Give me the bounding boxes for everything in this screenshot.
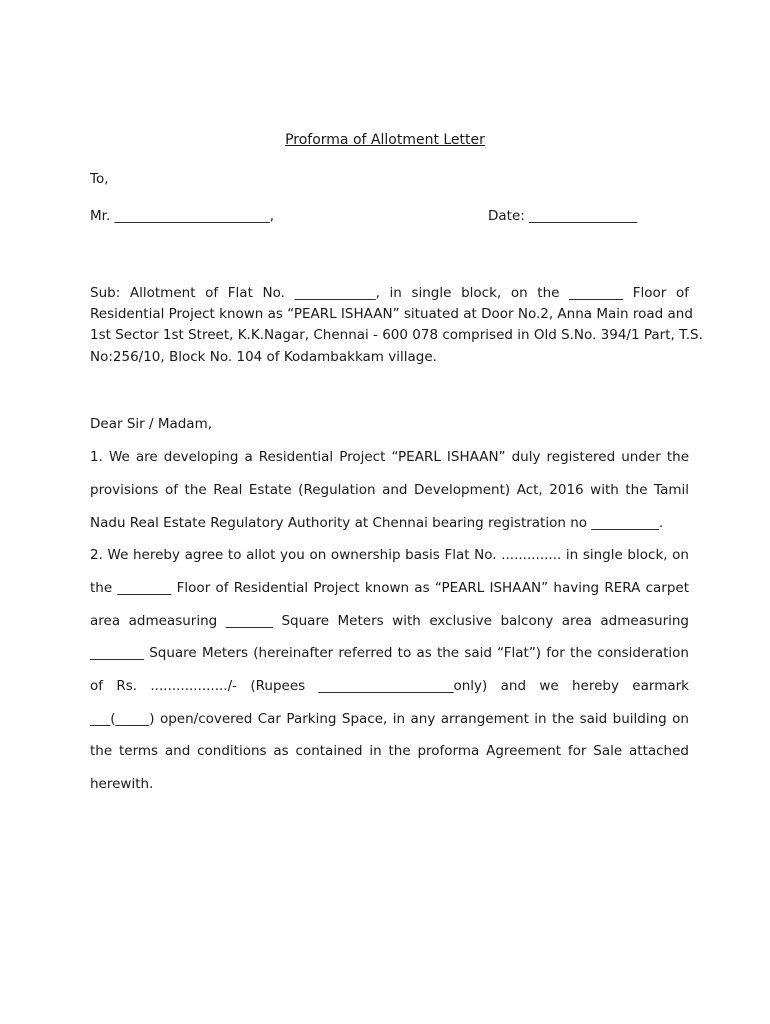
body-line: of Rs. ................../- (Rupees ____________________only) and we hereby earmark [90, 678, 689, 694]
page-title: Proforma of Allotment Letter [285, 132, 485, 148]
subject-line: No:256/10, Block No. 104 of Kodambakkam village. [90, 349, 437, 365]
body-line: 2. We hereby agree to allot you on ownership basis Flat No. .............. in single block, on [90, 547, 689, 563]
recipient-to: To, [90, 171, 109, 187]
body-line: the terms and conditions as contained in the proforma Agreement for Sale attached [90, 743, 689, 759]
date-line: Date: ________________ [488, 208, 638, 224]
subject-line: Sub: Allotment of Flat No. ____________, in single block, on the ________ Floor of [90, 285, 689, 301]
body-line: ___(_____) open/covered Car Parking Space, in any arrangement in the said building on [90, 711, 689, 727]
subject-line: Residential Project known as “PEARL ISHAAN” situated at Door No.2, Anna Main road and [90, 306, 693, 322]
body-line: herewith. [90, 776, 154, 792]
body-line: ________ Square Meters (hereinafter referred to as the said “Flat”) for the consideration [90, 645, 689, 661]
salutation: Dear Sir / Madam, [90, 416, 213, 432]
body-line: the ________ Floor of Residential Project known as “PEARL ISHAAN” having RERA carpet [90, 580, 689, 596]
body-line: Nadu Real Estate Regulatory Authority at Chennai bearing registration no __________. [90, 515, 664, 531]
body-line: 1. We are developing a Residential Project “PEARL ISHAAN” duly registered under the [90, 449, 689, 465]
body-line: provisions of the Real Estate (Regulation and Development) Act, 2016 with the Tamil [90, 482, 689, 498]
recipient-name-line: Mr. _______________________, [90, 208, 275, 224]
body-line: area admeasuring _______ Square Meters with exclusive balcony area admeasuring [90, 613, 689, 629]
subject-line: 1st Sector 1st Street, K.K.Nagar, Chennai - 600 078 comprised in Old S.No. 394/1 Part, T.S. [90, 327, 703, 343]
